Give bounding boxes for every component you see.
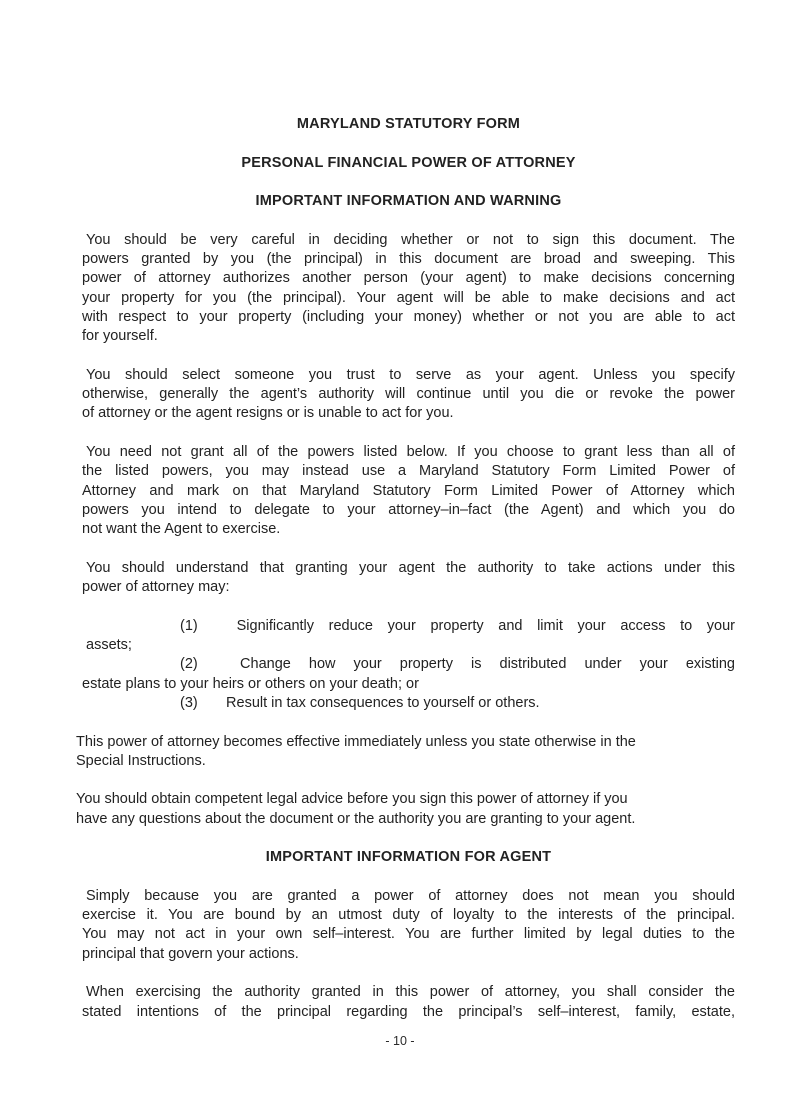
list-item bbox=[82, 694, 735, 713]
list-item-text: Significantly reduce your property and limit your access to your bbox=[236, 617, 736, 634]
paragraph-line: your property for you (the principal). Your agent will be able to make decisions and act bbox=[82, 289, 735, 306]
paragraph-line: You should understand that granting your agent the authority to take actions under this bbox=[86, 559, 735, 576]
legal-advice-paragraph bbox=[76, 790, 735, 829]
warning-paragraph-1 bbox=[82, 231, 735, 347]
paragraph-line: power of attorney authorizes another person (your agent) to make decisions concerning bbox=[82, 270, 735, 287]
agent-paragraph-2 bbox=[82, 983, 735, 1022]
list-item-text: Result in tax consequences to yourself or others. bbox=[226, 694, 540, 711]
paragraph-line: the listed powers, you may instead use a Maryland Statutory Form Limited Power of bbox=[82, 463, 735, 480]
paragraph-line: for yourself. bbox=[82, 328, 158, 345]
paragraph-line: This power of attorney becomes effective immediately unless you state otherwise in the bbox=[76, 733, 636, 750]
paragraph-line: Simply because you are granted a power of attorney does not mean you should bbox=[86, 887, 735, 904]
paragraph-line: Attorney and mark on that Maryland Statutory Form Limited Power of Attorney which bbox=[82, 482, 735, 499]
effective-immediately-paragraph bbox=[76, 733, 735, 772]
form-subtitle: PERSONAL FINANCIAL POWER OF ATTORNEY bbox=[241, 154, 576, 171]
page-number: - 10 - bbox=[385, 1034, 415, 1048]
form-title: MARYLAND STATUTORY FORM bbox=[296, 116, 521, 132]
paragraph-line: have any questions about the document or the authority you are granting to your agent. bbox=[76, 810, 636, 827]
paragraph-line: You should select someone you trust to serve as your agent. Unless you specify bbox=[86, 366, 735, 383]
paragraph-line: stated intentions of the principal regarding the principal’s self–interest, family, estate, bbox=[82, 1003, 735, 1020]
paragraph-line: exercise it. You are bound by an utmost duty of loyalty to the interests of the principal. bbox=[82, 907, 735, 924]
paragraph-line: You need not grant all of the powers listed below. If you choose to grant less than all of bbox=[86, 444, 735, 461]
section-heading-agent: IMPORTANT INFORMATION FOR AGENT bbox=[265, 849, 552, 866]
list-item-marker: (3) bbox=[180, 694, 198, 711]
paragraph-line: power of attorney may: bbox=[82, 579, 230, 596]
agent-paragraph-1 bbox=[82, 887, 735, 964]
list-item-marker: (1) bbox=[180, 617, 198, 634]
paragraph-line: with respect to your property (including your money) whether or not you are able to act bbox=[82, 308, 735, 325]
warning-paragraph-2 bbox=[82, 366, 735, 424]
list-item-continuation: assets; bbox=[86, 637, 132, 654]
paragraph-line: You should be very careful in deciding whether or not to sign this document. The bbox=[86, 231, 735, 248]
warning-paragraph-3 bbox=[82, 443, 735, 539]
paragraph-line: You may not act in your own self–interest. You are further limited by legal duties to the bbox=[82, 926, 735, 943]
paragraph-line: When exercising the authority granted in this power of attorney, you shall consider the bbox=[86, 984, 735, 1001]
paragraph-line: powers you intend to delegate to your attorney–in–fact (the Agent) and which you do bbox=[82, 501, 735, 518]
paragraph-line: You should obtain competent legal advice before you sign this power of attorney if you bbox=[76, 791, 628, 808]
paragraph-line: not want the Agent to exercise. bbox=[82, 521, 281, 538]
list-item-marker: (2) bbox=[180, 656, 198, 673]
list-item bbox=[82, 617, 735, 636]
paragraph-line: Special Instructions. bbox=[76, 752, 206, 769]
consequences-list bbox=[82, 617, 735, 713]
section-heading-warning: IMPORTANT INFORMATION AND WARNING bbox=[255, 193, 562, 210]
list-item-continuation: estate plans to your heirs or others on your death; or bbox=[82, 675, 419, 692]
warning-paragraph-4 bbox=[82, 559, 735, 598]
list-item bbox=[82, 655, 735, 674]
paragraph-line: otherwise, generally the agent’s authority will continue until you die or revoke the power bbox=[82, 386, 735, 403]
list-item-text: Change how your property is distributed under your existing bbox=[240, 656, 735, 673]
paragraph-line: principal that govern your actions. bbox=[82, 945, 299, 962]
paragraph-line: of attorney or the agent resigns or is unable to act for you. bbox=[82, 405, 454, 422]
paragraph-line: powers granted by you (the principal) in this document are broad and sweeping. This bbox=[82, 251, 735, 268]
